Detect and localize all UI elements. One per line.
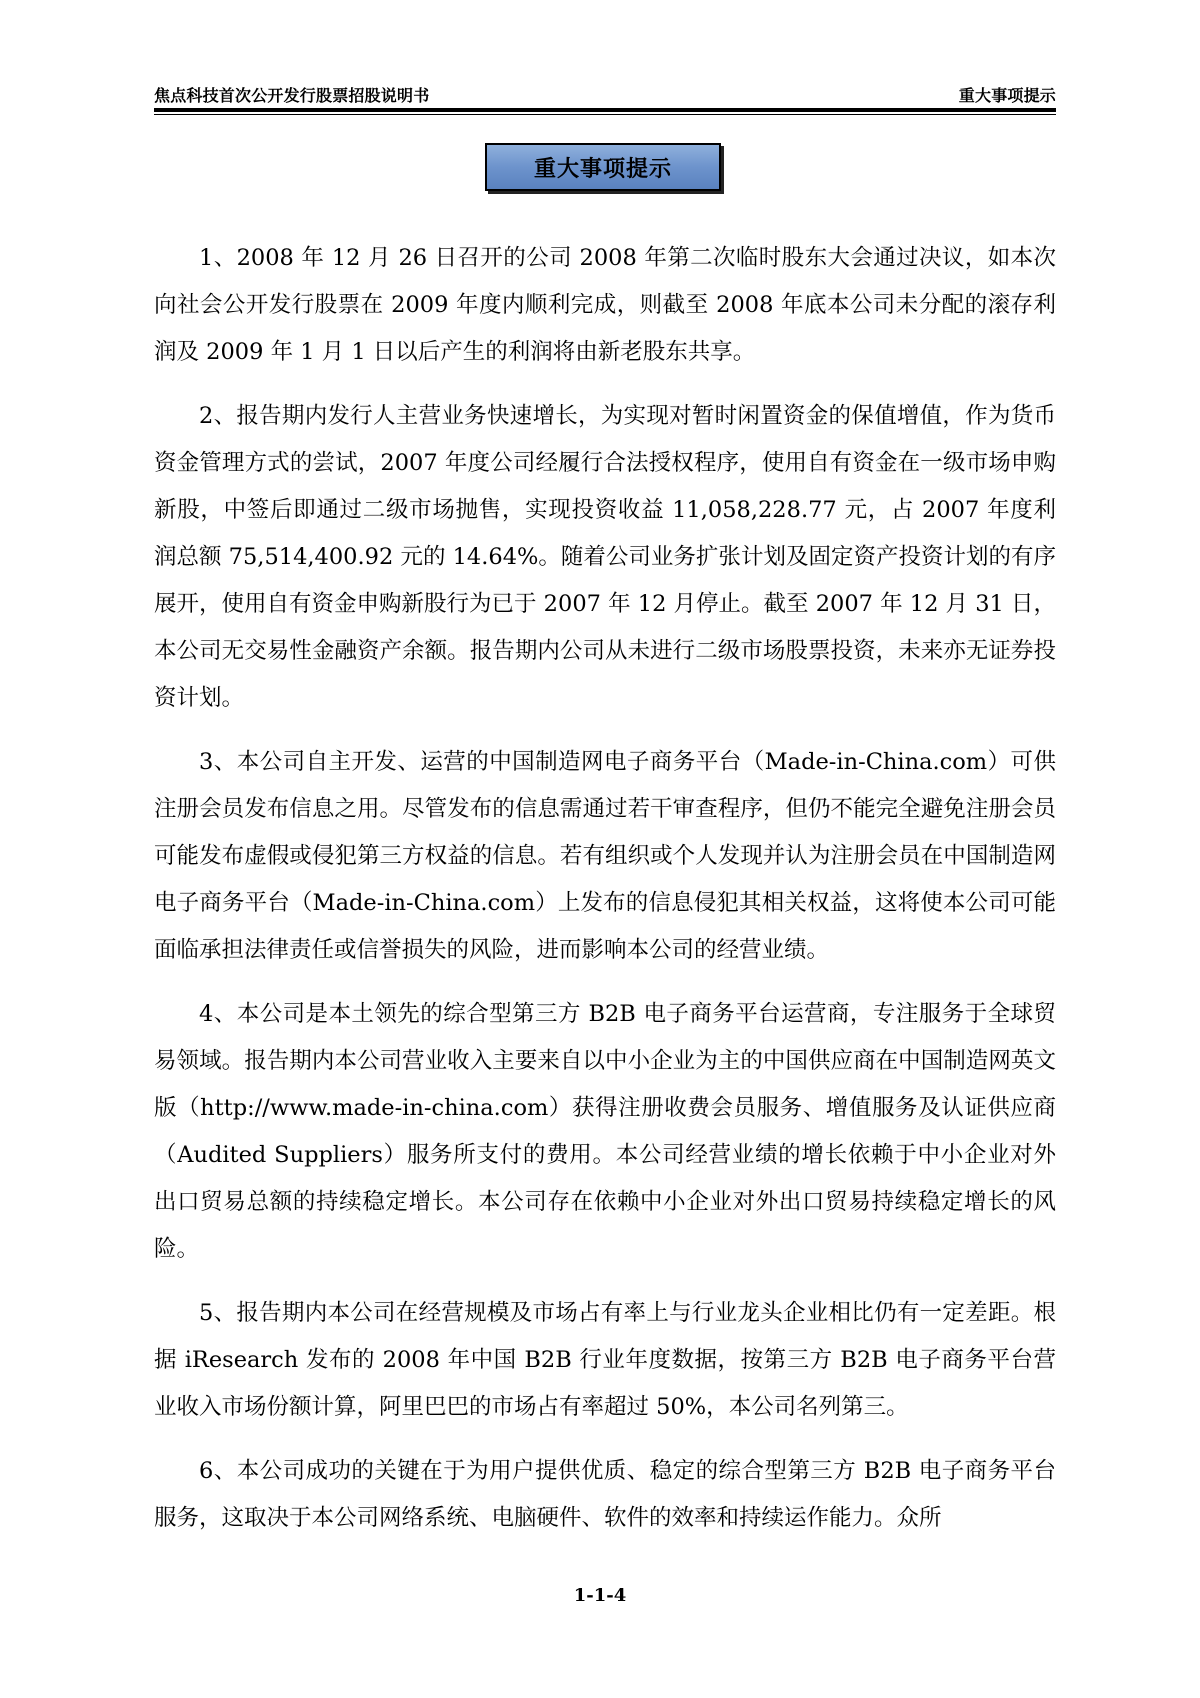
paragraph-5: 5、报告期内本公司在经营规模及市场占有率上与行业龙头企业相比仍有一定差距。根据 iResearch 发布的 2008 年中国 B2B 行业年度数据，按第三方 B2B 电子商务平台营业收入市场份额计算，阿里巴巴的市场占有率超过 50%，本公司名列第三。 [154, 1300, 1056, 1420]
paragraph-1: 1、2008 年 12 月 26 日召开的公司 2008 年第二次临时股东大会通过决议，如本次向社会公开发行股票在 2009 年度内顺利完成，则截至 2008 年底本公司未分配的滚存利润及 2009 年 1 月 1 日以后产生的利润将由新老股东共享。 [154, 245, 1056, 365]
paragraph-3: 3、本公司自主开发、运营的中国制造网电子商务平台（Made-in-China.com）可供注册会员发布信息之用。尽管发布的信息需通过若干审查程序，但仍不能完全避免注册会员可能发布虚假或侵犯第三方权益的信息。若有组织或个人发现并认为注册会员在中国制造网电子商务平台（Made-in-China.com）上发布的信息侵犯其相关权益，这将使本公司可能面临承担法律责任或信誉损失的风险，进而影响本公司的经营业绩。 [154, 749, 1056, 963]
body-content [154, 235, 1056, 1559]
section-title: 重大事项提示 [533, 156, 672, 182]
header-document-title: 焦点科技首次公开发行股票招股说明书 [154, 86, 430, 105]
paragraph-2: 2、报告期内发行人主营业务快速增长，为实现对暂时闲置资金的保值增值，作为货币资金管理方式的尝试，2007 年度公司经履行合法授权程序，使用自有资金在一级市场申购新股，中签后即通过二级市场抛售，实现投资收益 11,058,228.77 元，占 2007 年度利润总额 75,514,400.92 元的 14.64%。随着公司业务扩张计划及固定资产投资计划的有序展开，使用自有资金申购新股行为已于 2007 年 12 月停止。截至 2007 年 12 月 31 日，本公司无交易性金融资产余额。报告期内公司从未进行二级市场股票投资，未来亦无证券投资计划。 [154, 403, 1056, 711]
page-header [154, 82, 1056, 106]
header-rule-thin [154, 114, 1056, 115]
paragraph-6: 6、本公司成功的关键在于为用户提供优质、稳定的综合型第三方 B2B 电子商务平台服务，这取决于本公司网络系统、电脑硬件、软件的效率和持续运作能力。众所 [154, 1458, 1056, 1531]
header-rule-thick [154, 108, 1056, 112]
header-section-title: 重大事项提示 [958, 86, 1056, 105]
section-title-box [485, 143, 721, 191]
paragraph-4: 4、本公司是本土领先的综合型第三方 B2B 电子商务平台运营商，专注服务于全球贸易领域。报告期内本公司营业收入主要来自以中小企业为主的中国供应商在中国制造网英文版（http://www.made-in-china.com）获得注册收费会员服务、增值服务及认证供应商（Audited Suppliers）服务所支付的费用。本公司经营业绩的增长依赖于中小企业对外出口贸易总额的持续稳定增长。本公司存在依赖中小企业对外出口贸易持续稳定增长的风险。 [154, 1001, 1056, 1262]
page-number: 1-1-4 [573, 1585, 627, 1606]
